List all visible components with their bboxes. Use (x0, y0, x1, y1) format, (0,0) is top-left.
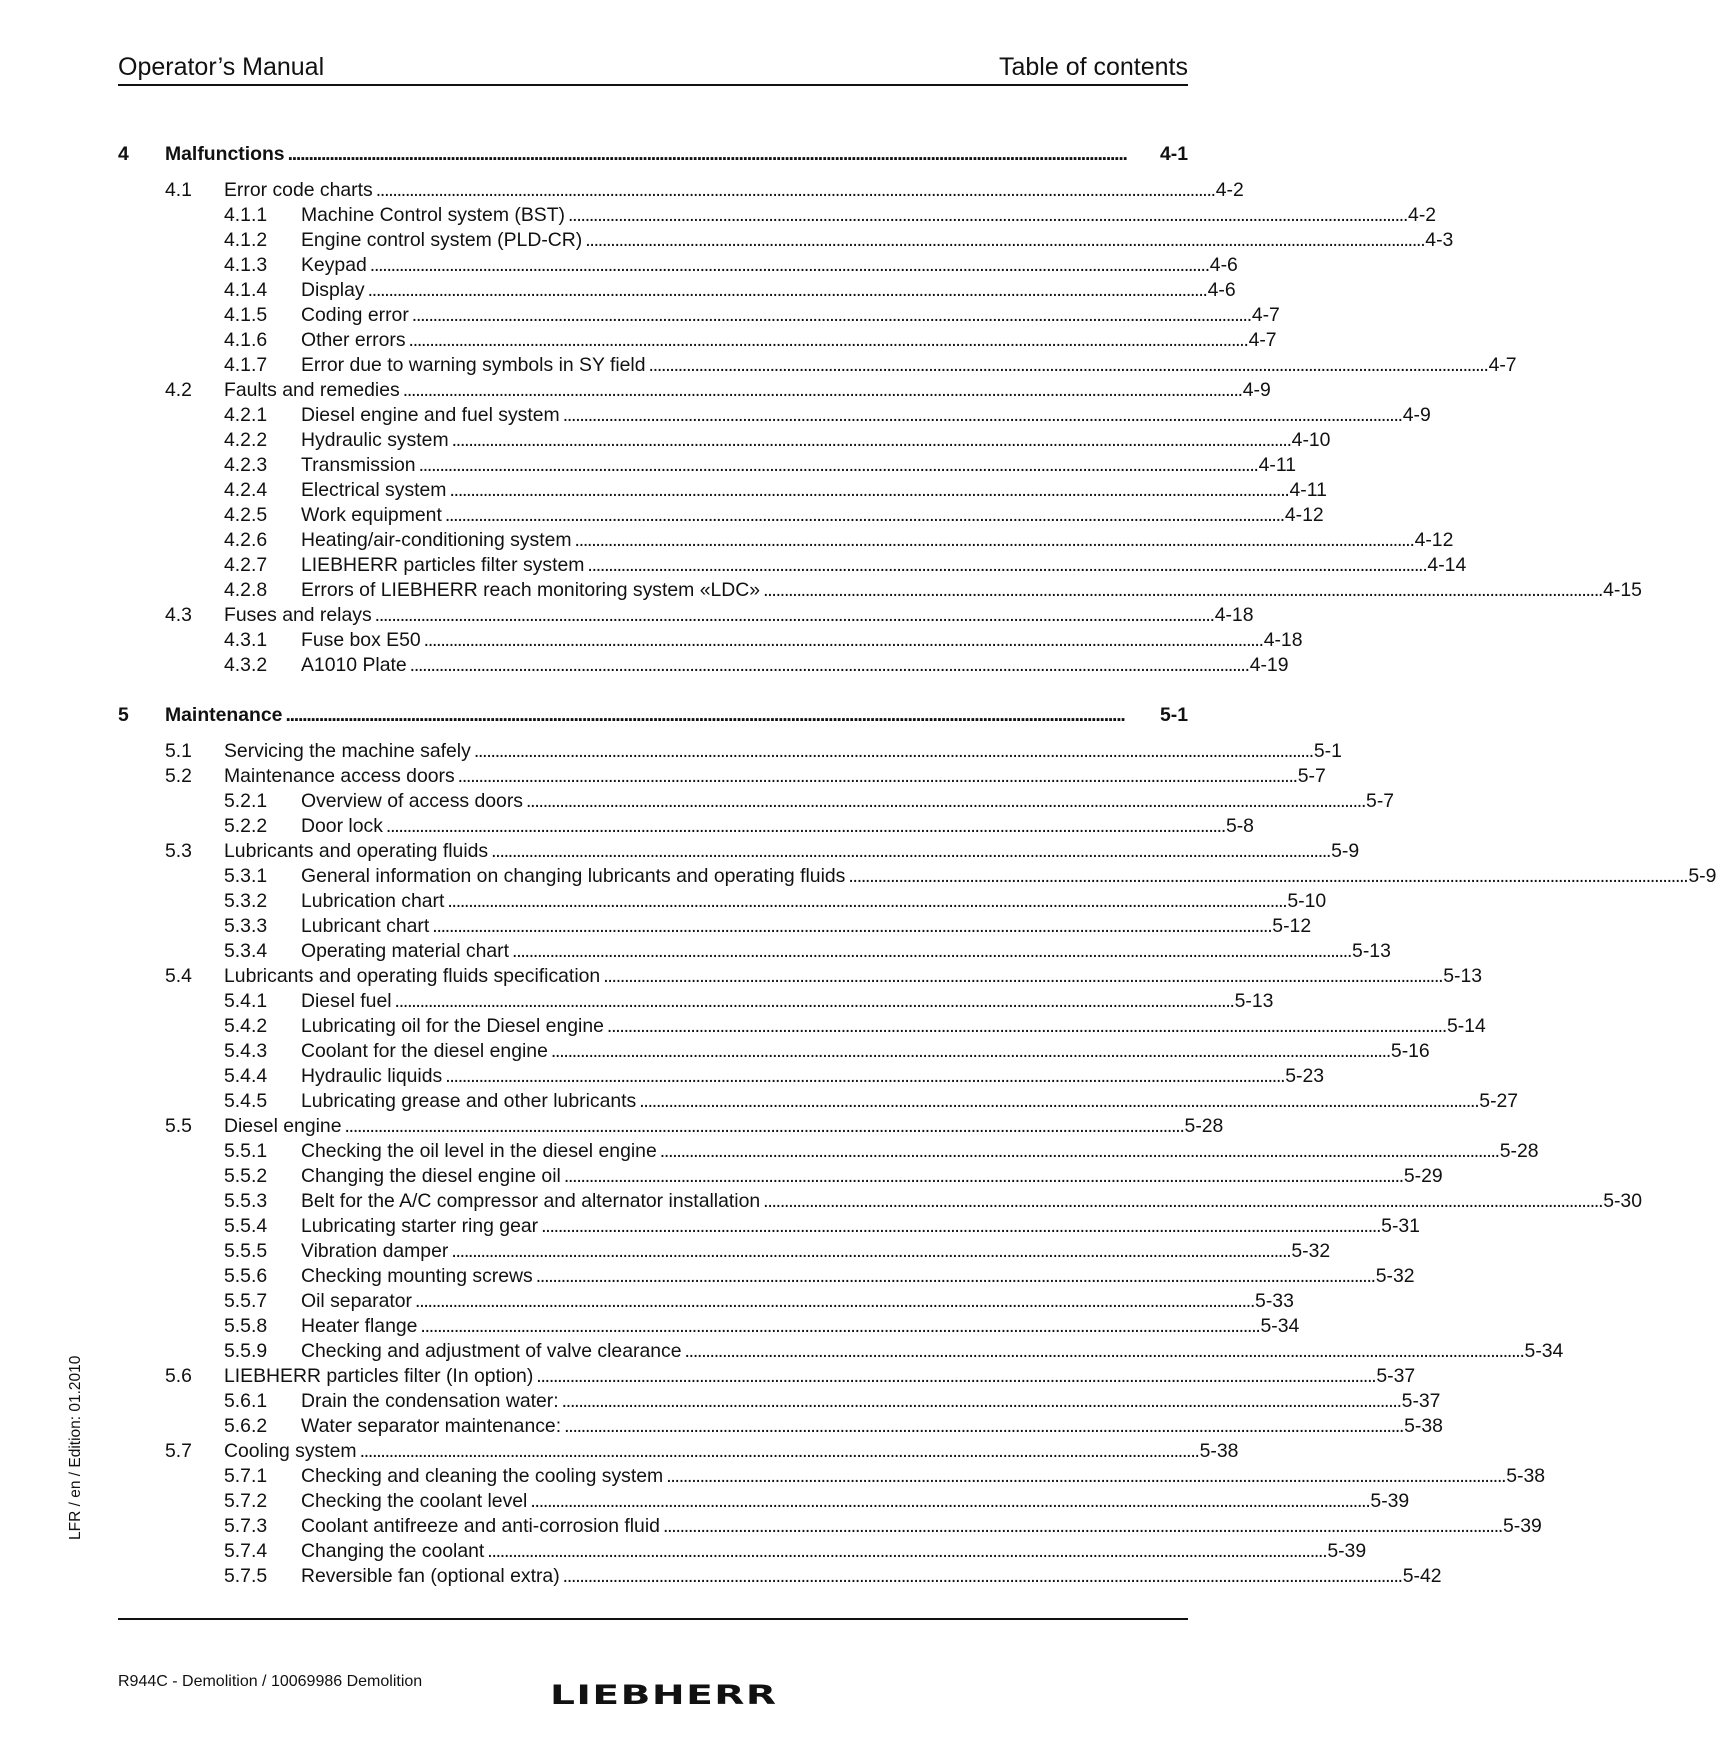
toc-number: 5.2.1 (224, 790, 268, 812)
toc-entry[interactable] (118, 453, 1296, 478)
toc-page: 4-15 (1603, 579, 1642, 601)
toc-title: Errors of LIEBHERR reach monitoring system «LDC» (301, 579, 761, 601)
toc-entry[interactable] (118, 1139, 1539, 1164)
dot-leader (585, 228, 1422, 253)
toc-entry[interactable] (118, 1539, 1367, 1564)
toc-number: 4.2.8 (224, 579, 268, 601)
toc-number: 5.4 (165, 965, 192, 987)
toc-title: Fuses and relays (224, 604, 372, 626)
toc-title: Belt for the A/C compressor and alternator installation (301, 1190, 761, 1212)
toc-number: 5.7.1 (224, 1465, 268, 1487)
dot-leader (763, 1189, 1600, 1214)
toc-number: 5.7.5 (224, 1565, 268, 1587)
toc-page: 4-6 (1209, 254, 1238, 276)
toc-title: Checking and cleaning the cooling system (301, 1465, 664, 1487)
dot-leader (536, 1364, 1373, 1389)
toc-entry[interactable] (118, 1564, 1442, 1589)
toc-title: Maintenance access doors (224, 765, 455, 787)
toc-page: 5-9 (1331, 840, 1360, 862)
dot-leader (395, 989, 1232, 1014)
toc-entry[interactable] (118, 839, 1360, 864)
dot-leader (376, 178, 1213, 203)
dot-leader (420, 1314, 1257, 1339)
dot-leader (386, 814, 1223, 839)
toc-title: General information on changing lubricants and operating fluids (301, 865, 846, 887)
toc-title: Door lock (301, 815, 383, 837)
toc-entry[interactable] (118, 653, 1289, 678)
toc-page: 5-29 (1403, 1165, 1443, 1187)
toc-page: 5-1 (1313, 740, 1342, 762)
dot-leader (487, 1539, 1324, 1564)
toc-title: Changing the diesel engine oil (301, 1165, 561, 1187)
dot-leader (447, 889, 1284, 914)
toc-number: 5.5 (165, 1115, 192, 1137)
toc-number: 5.3.4 (224, 940, 268, 962)
toc-entry[interactable] (118, 789, 1395, 814)
toc-number: 5.4.1 (224, 990, 268, 1012)
toc-title: Lubricating oil for the Diesel engine (301, 1015, 604, 1037)
toc-entry[interactable] (118, 1439, 1239, 1464)
toc-entry[interactable] (118, 1164, 1443, 1189)
toc-number: 4.2.5 (224, 504, 268, 526)
toc-page: 5-39 (1502, 1515, 1542, 1537)
dot-leader (685, 1339, 1522, 1364)
toc-entry[interactable] (118, 528, 1454, 553)
footer-divider (118, 1618, 1188, 1620)
toc-number: 5.5.2 (224, 1165, 268, 1187)
spacer (118, 167, 1188, 178)
toc-entry[interactable] (118, 964, 1483, 989)
toc-entry[interactable] (118, 428, 1331, 453)
toc-number: 5.4.3 (224, 1040, 268, 1062)
toc-title: Operating material chart (301, 940, 510, 962)
toc-entry[interactable] (118, 814, 1254, 839)
toc-page: 4-7 (1248, 329, 1277, 351)
toc-number: 5.6.2 (224, 1415, 268, 1437)
dot-leader (458, 764, 1295, 789)
toc-title: Malfunctions (165, 143, 285, 165)
toc-number: 5.4.5 (224, 1090, 268, 1112)
dot-leader (587, 553, 1424, 578)
toc-entry[interactable] (118, 478, 1327, 503)
toc-number: 5.1 (165, 740, 192, 762)
toc-entry[interactable] (118, 178, 1244, 203)
toc-page: 5-7 (1297, 765, 1326, 787)
toc-number: 5.7 (165, 1440, 192, 1462)
toc-entry[interactable] (118, 403, 1431, 428)
toc-page: 5-28 (1184, 1115, 1224, 1137)
spacer (118, 678, 1188, 703)
toc-page: 4-3 (1425, 229, 1454, 251)
toc-page: 4-10 (1291, 429, 1331, 451)
dot-leader (607, 1014, 1444, 1039)
dot-leader (575, 528, 1412, 553)
dot-leader (452, 428, 1289, 453)
toc-page: 5-31 (1381, 1215, 1420, 1237)
toc-title: Lubricants and operating fluids specification (224, 965, 601, 987)
toc-number: 4.2 (165, 379, 192, 401)
section-title: Table of contents (998, 53, 1188, 81)
toc-title: Diesel fuel (301, 990, 392, 1012)
toc-page: 4-11 (1289, 479, 1327, 501)
toc-title: Work equipment (301, 504, 442, 526)
dot-leader (562, 1389, 1399, 1414)
toc-page: 5-34 (1260, 1315, 1300, 1337)
table-of-contents (118, 142, 1716, 1589)
manual-title: Operator’s Manual (118, 53, 325, 81)
toc-entry[interactable] (118, 739, 1342, 764)
dot-leader (568, 203, 1405, 228)
toc-title: Diesel engine (224, 1115, 342, 1137)
toc-title: Fuse box E50 (301, 629, 421, 651)
toc-page: 4-7 (1251, 304, 1280, 326)
toc-entry[interactable] (118, 889, 1327, 914)
toc-title: Oil separator (301, 1290, 413, 1312)
toc-title: Other errors (301, 329, 406, 351)
dot-leader (370, 253, 1207, 278)
toc-number: 5.5.5 (224, 1240, 268, 1262)
toc-title: Lubricating starter ring gear (301, 1215, 539, 1237)
toc-page: 5-34 (1524, 1340, 1564, 1362)
toc-page: 5-7 (1366, 790, 1395, 812)
toc-page: 5-37 (1401, 1390, 1441, 1412)
toc-number: 5.5.7 (224, 1290, 268, 1312)
toc-page: 5-14 (1446, 1015, 1486, 1037)
toc-title: Engine control system (PLD-CR) (301, 229, 583, 251)
dot-leader (474, 739, 1311, 764)
toc-page: 5-33 (1255, 1290, 1294, 1312)
toc-title: Electrical system (301, 479, 447, 501)
toc-number: 5.5.6 (224, 1265, 268, 1287)
toc-entry[interactable] (118, 1239, 1331, 1264)
toc-number: 4.2.3 (224, 454, 268, 476)
toc-entry[interactable] (118, 864, 1716, 889)
toc-page: 5-32 (1375, 1265, 1415, 1287)
toc-number: 4 (118, 143, 129, 165)
toc-page: 4-14 (1427, 554, 1467, 576)
toc-number: 4.2.7 (224, 554, 268, 576)
toc-number: 4.1.3 (224, 254, 268, 276)
dot-leader (419, 453, 1256, 478)
toc-page: 4-12 (1414, 529, 1454, 551)
toc-entry[interactable] (118, 603, 1254, 628)
dot-leader (491, 839, 1328, 864)
dot-leader (563, 1564, 1400, 1589)
toc-entry[interactable] (118, 1189, 1642, 1214)
toc-title: Lubricants and operating fluids (224, 840, 489, 862)
toc-title: Coolant for the diesel engine (301, 1040, 548, 1062)
toc-entry[interactable] (118, 203, 1437, 228)
toc-page: 4-2 (1408, 204, 1437, 226)
toc-page: 4-6 (1207, 279, 1236, 301)
toc-number: 4.2.4 (224, 479, 268, 501)
toc-title: Error code charts (224, 179, 373, 201)
dot-leader (368, 278, 1205, 303)
dot-leader (526, 789, 1363, 814)
toc-title: Lubrication chart (301, 890, 445, 912)
toc-page: 5-38 (1506, 1465, 1546, 1487)
toc-entry[interactable] (118, 764, 1326, 789)
toc-number: 5.4.4 (224, 1065, 268, 1087)
toc-entry[interactable] (118, 1264, 1415, 1289)
dot-leader (424, 628, 1261, 653)
toc-title: Machine Control system (BST) (301, 204, 565, 226)
toc-entry[interactable] (118, 1089, 1519, 1114)
dot-leader (660, 1139, 1497, 1164)
dot-leader (432, 914, 1269, 939)
toc-page: 4-7 (1488, 354, 1517, 376)
toc-title: Heater flange (301, 1315, 418, 1337)
toc-title: Overview of access doors (301, 790, 523, 812)
dot-leader (451, 1239, 1288, 1264)
toc-page: 5-42 (1402, 1565, 1442, 1587)
toc-title: Checking the oil level in the diesel engine (301, 1140, 657, 1162)
toc-page: 5-23 (1285, 1065, 1325, 1087)
toc-entry[interactable] (118, 914, 1312, 939)
toc-title: Keypad (301, 254, 367, 276)
toc-page: 5-1 (1159, 704, 1188, 726)
dot-leader (603, 964, 1440, 989)
toc-title: Reversible fan (optional extra) (301, 1565, 560, 1587)
dot-leader (288, 142, 1157, 167)
dot-leader (512, 939, 1349, 964)
toc-page: 4-11 (1258, 454, 1296, 476)
dot-leader (536, 1264, 1373, 1289)
dot-leader (360, 1439, 1197, 1464)
toc-number: 4.2.1 (224, 404, 268, 426)
toc-entry[interactable] (118, 328, 1277, 353)
toc-number: 5.3.2 (224, 890, 268, 912)
toc-page: 4-1 (1159, 143, 1188, 165)
toc-title: Display (301, 279, 365, 301)
toc-number: 4.1.1 (224, 204, 268, 226)
toc-title: Transmission (301, 454, 416, 476)
toc-title: Lubricant chart (301, 915, 430, 937)
toc-entry[interactable] (118, 1039, 1430, 1064)
toc-number: 4.3.1 (224, 629, 268, 651)
toc-entry[interactable] (118, 1389, 1441, 1414)
toc-page: 4-9 (1402, 404, 1431, 426)
toc-number: 4.1.4 (224, 279, 268, 301)
toc-number: 4.1.7 (224, 354, 268, 376)
dot-leader (285, 703, 1157, 728)
toc-page: 5-10 (1287, 890, 1327, 912)
toc-chapter-4[interactable] (118, 142, 1188, 167)
toc-page: 5-38 (1199, 1440, 1239, 1462)
dot-leader (663, 1514, 1500, 1539)
toc-entry[interactable] (118, 378, 1271, 403)
page-header (118, 52, 1188, 82)
toc-title: Error due to warning symbols in SY field (301, 354, 646, 376)
toc-title: Maintenance (165, 704, 283, 726)
toc-page: 5-16 (1390, 1040, 1430, 1062)
toc-entry[interactable] (118, 989, 1274, 1014)
dot-leader (666, 1464, 1503, 1489)
toc-number: 5.7.4 (224, 1540, 268, 1562)
toc-title: LIEBHERR particles filter (In option) (224, 1365, 534, 1387)
toc-page: 5-37 (1376, 1365, 1416, 1387)
toc-title: Vibration damper (301, 1240, 449, 1262)
toc-number: 5.7.2 (224, 1490, 268, 1512)
toc-title: Water separator maintenance: (301, 1415, 562, 1437)
toc-entry[interactable] (118, 939, 1391, 964)
toc-title: Changing the coolant (301, 1540, 485, 1562)
toc-entry[interactable] (118, 1064, 1325, 1089)
dot-leader (445, 1064, 1282, 1089)
dot-leader (848, 864, 1685, 889)
toc-entry[interactable] (118, 1314, 1300, 1339)
toc-title: Cooling system (224, 1440, 357, 1462)
toc-page: 4-19 (1249, 654, 1289, 676)
toc-chapter-5[interactable] (118, 703, 1188, 728)
toc-entry[interactable] (118, 1289, 1294, 1314)
toc-entry[interactable] (118, 1214, 1420, 1239)
toc-number: 5.5.8 (224, 1315, 268, 1337)
toc-number: 5.2.2 (224, 815, 268, 837)
toc-page: 5-27 (1479, 1090, 1519, 1112)
dot-leader (445, 503, 1282, 528)
toc-number: 4.1.6 (224, 329, 268, 351)
toc-number: 4.3.2 (224, 654, 268, 676)
toc-number: 4.1.2 (224, 229, 268, 251)
dot-leader (563, 403, 1400, 428)
toc-number: 5.6.1 (224, 1390, 268, 1412)
toc-entry[interactable] (118, 1339, 1564, 1364)
toc-page: 5-32 (1291, 1240, 1331, 1262)
toc-number: 4.3 (165, 604, 192, 626)
toc-page: 5-13 (1352, 940, 1391, 962)
dot-leader (415, 1289, 1252, 1314)
dot-leader (639, 1089, 1476, 1114)
toc-page: 5-8 (1225, 815, 1254, 837)
toc-entry[interactable] (118, 1489, 1410, 1514)
edition-note: LFR / en / Edition: 01.2010 (67, 1355, 84, 1540)
toc-page: 4-9 (1242, 379, 1271, 401)
dot-leader (541, 1214, 1378, 1239)
dot-leader (551, 1039, 1388, 1064)
dot-leader (345, 1114, 1182, 1139)
toc-number: 5.2 (165, 765, 192, 787)
toc-number: 5.6 (165, 1365, 192, 1387)
dot-leader (403, 378, 1240, 403)
toc-title: Diesel engine and fuel system (301, 404, 560, 426)
toc-number: 4.2.2 (224, 429, 268, 451)
toc-page: 5-13 (1234, 990, 1274, 1012)
dot-leader (375, 603, 1212, 628)
toc-entry[interactable] (118, 1014, 1486, 1039)
toc-entry[interactable] (118, 303, 1280, 328)
header-divider (118, 84, 1188, 86)
toc-title: Checking and adjustment of valve clearance (301, 1340, 682, 1362)
toc-title: Hydraulic liquids (301, 1065, 443, 1087)
toc-number: 5.5.1 (224, 1140, 268, 1162)
toc-number: 5.3.3 (224, 915, 268, 937)
toc-entry[interactable] (118, 553, 1467, 578)
toc-page: 5-39 (1327, 1540, 1367, 1562)
dot-leader (649, 353, 1486, 378)
toc-number: 5.7.3 (224, 1515, 268, 1537)
toc-page: 5-30 (1603, 1190, 1642, 1212)
dot-leader (530, 1489, 1367, 1514)
spacer (118, 728, 1188, 739)
liebherr-logo: LIEBHERR (550, 1680, 778, 1711)
toc-page: 5-13 (1443, 965, 1483, 987)
toc-number: 5.3.1 (224, 865, 268, 887)
toc-title: Servicing the machine safely (224, 740, 471, 762)
toc-page: 5-38 (1404, 1415, 1443, 1437)
dot-leader (409, 328, 1246, 353)
toc-entry[interactable] (118, 628, 1303, 653)
toc-page: 4-18 (1263, 629, 1303, 651)
toc-number: 4.2.6 (224, 529, 268, 551)
toc-entry[interactable] (118, 228, 1454, 253)
toc-number: 4.1.5 (224, 304, 268, 326)
toc-title: Checking the coolant level (301, 1490, 528, 1512)
toc-entry[interactable] (118, 1114, 1224, 1139)
toc-page: 5-39 (1370, 1490, 1410, 1512)
toc-number: 5.5.9 (224, 1340, 268, 1362)
toc-number: 5.5.3 (224, 1190, 268, 1212)
toc-number: 5.4.2 (224, 1015, 268, 1037)
toc-page: 5-28 (1499, 1140, 1539, 1162)
toc-title: Checking mounting screws (301, 1265, 533, 1287)
toc-page: 5-9 (1688, 865, 1716, 887)
toc-number: 4.1 (165, 179, 192, 201)
dot-leader (564, 1414, 1401, 1439)
toc-title: Coding error (301, 304, 409, 326)
dot-leader (410, 653, 1247, 678)
dot-leader (564, 1164, 1401, 1189)
toc-page: 4-12 (1284, 504, 1324, 526)
toc-entry[interactable] (118, 503, 1324, 528)
toc-title: LIEBHERR particles filter system (301, 554, 585, 576)
toc-entry[interactable] (118, 578, 1642, 603)
toc-page: 4-2 (1215, 179, 1244, 201)
toc-title: Faults and remedies (224, 379, 400, 401)
toc-entry[interactable] (118, 1414, 1443, 1439)
dot-leader (763, 578, 1600, 603)
toc-page: 4-18 (1214, 604, 1254, 626)
toc-entry[interactable] (118, 1364, 1416, 1389)
toc-title: A1010 Plate (301, 654, 407, 676)
toc-entry[interactable] (118, 278, 1236, 303)
toc-number: 5 (118, 704, 129, 726)
dot-leader (412, 303, 1249, 328)
dot-leader (449, 478, 1286, 503)
toc-entry[interactable] (118, 1464, 1546, 1489)
toc-number: 5.5.4 (224, 1215, 268, 1237)
document-reference: R944C - Demolition / 10069986 Demolition (118, 1673, 423, 1690)
toc-title: Coolant antifreeze and anti-corrosion fluid (301, 1515, 660, 1537)
toc-number: 5.3 (165, 840, 192, 862)
toc-page: 5-12 (1272, 915, 1312, 937)
toc-entry[interactable] (118, 353, 1517, 378)
toc-title: Lubricating grease and other lubricants (301, 1090, 637, 1112)
toc-title: Hydraulic system (301, 429, 449, 451)
toc-entry[interactable] (118, 1514, 1542, 1539)
toc-title: Heating/air-conditioning system (301, 529, 572, 551)
toc-entry[interactable] (118, 253, 1238, 278)
toc-title: Drain the condensation water: (301, 1390, 559, 1412)
